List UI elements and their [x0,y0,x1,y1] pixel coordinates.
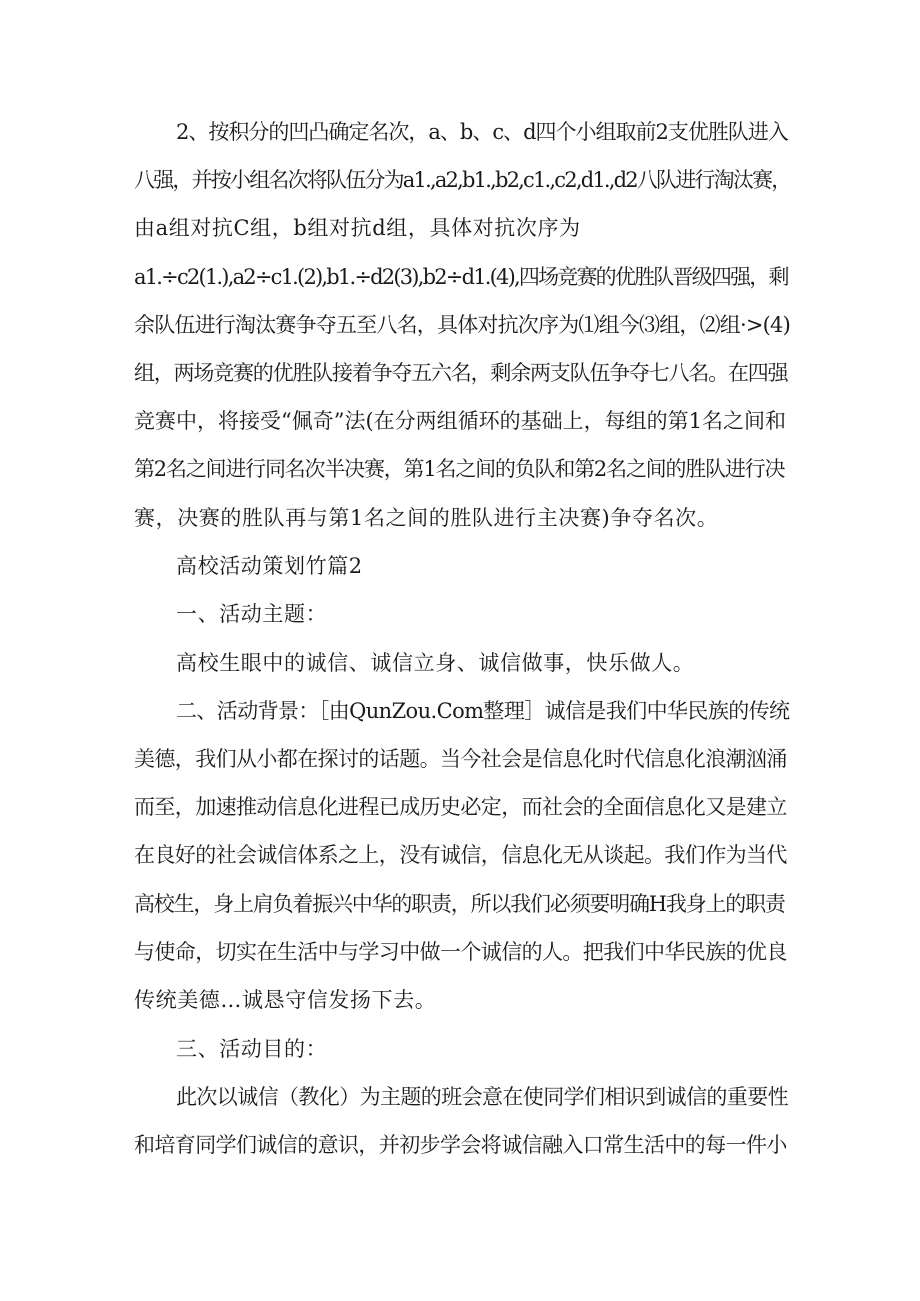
purpose-line: 和培育同学们诚信的意识，并初步学会将诚信融入口常生活中的每一件小 [134,1133,787,1157]
theme-heading: 一、活动主题： [176,602,328,626]
paragraph-line: 余队伍进行淘汰赛争夺五至八名，具体对抗次序为⑴组今⑶组，⑵组·>(4) [134,313,791,337]
background-line: 传统美德…诚恳守信发扬下去。 [134,988,437,1012]
paragraph-line: 竞赛中，将接受“佩奇”法(在分两组循环的基础上，每组的第1名之间和 [134,409,787,433]
paragraph-line: 2、按积分的凹凸确定名次，a、b、c、d四个小组取前2支优胜队进入 [176,120,788,144]
background-line: 二、活动背景：［由QunZou.Com整理］诚信是我们中华民族的传统 [176,699,790,723]
paragraph-line: 由a组对抗C组，b组对抗d组，具体对抗次序为 [134,216,581,240]
purpose-line: 此次以诚信（教化）为主题的班会意在使同学们相识到诚信的重要性 [176,1085,788,1109]
section-title: 高校活动策划竹篇2 [176,554,363,578]
background-line: 与使命，切实在生活中与学习中做一个诚信的人。把我们中华民族的优良 [134,940,787,964]
paragraph-line: 组，两场竞赛的优胜队接着争夺五六名，剩余两支队伍争夺七八名。在四强 [134,361,788,385]
paragraph-line: 第2名之间进行同名次半决赛，第1名之间的负队和第2名之间的胜队进行决 [134,457,785,481]
paragraph-line: 赛，决赛的胜队再与第1名之间的胜队进行主决赛)争夺名次。 [134,506,719,530]
background-line: 而至，加速推动信息化进程已成历史必定，而社会的全面信息化又是建立 [134,795,787,819]
paragraph-line: a1.÷c2(1.),a2÷c1.(2),b1.÷d2(3),b2÷d1.(4),四场竞赛的优胜队晋级四强，剩 [134,265,788,289]
paragraph-line: 八强，并按小组名次将队伍分为a1.,a2,b1.,b2,c1.,c2,d1.,d2八队进行淘汰赛， [134,168,791,192]
purpose-heading: 三、活动目的： [176,1037,328,1061]
background-line: 高校生，身上肩负着振兴中华的职责，所以我们必须要明确H我身上的职责 [134,892,785,916]
background-line: 美德，我们从小都在探讨的话题。当今社会是信息化时代信息化浪潮汹涌 [134,747,787,771]
background-line: 在良好的社会诚信体系之上，没有诚信，信息化无从谈起。我们作为当代 [134,843,787,867]
theme-text: 高校生眼中的诚信、诚信立身、诚信做事，快乐做人。 [176,651,695,675]
